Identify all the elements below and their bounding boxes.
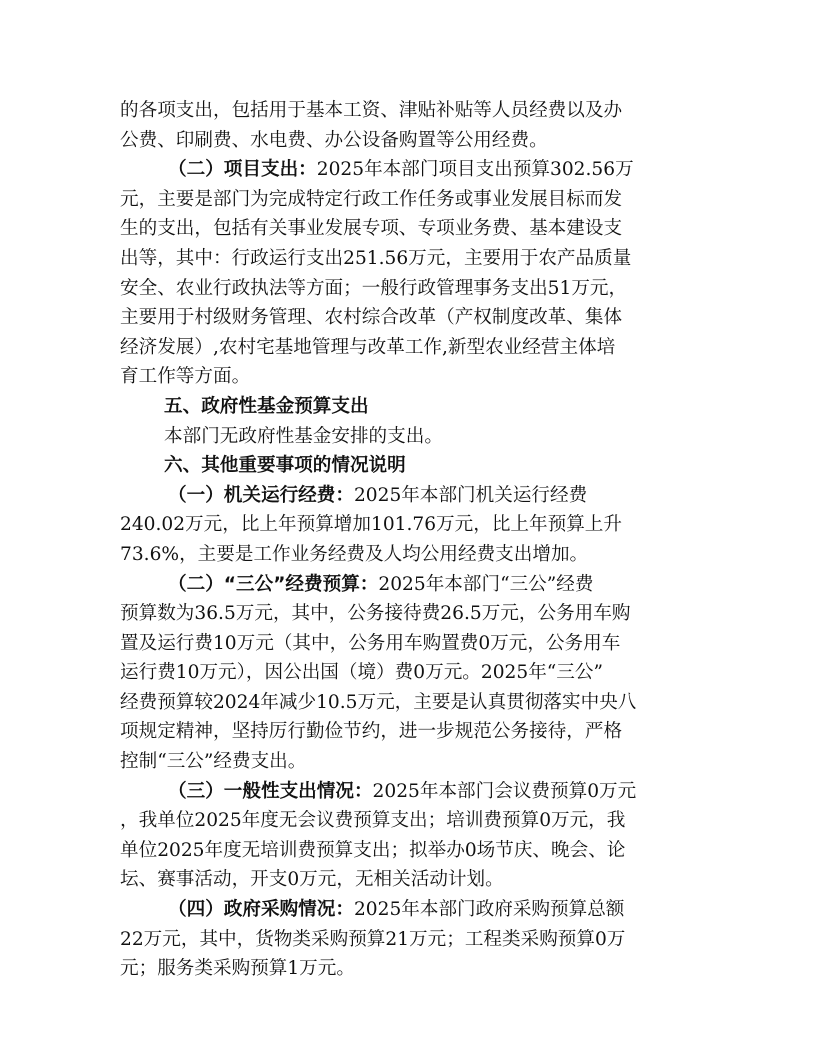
line-text: 项规定精神，坚持厉行勤俭节约，进一步规范公务接待，严格 — [120, 721, 623, 743]
paragraph-line — [120, 658, 698, 688]
paragraph-line — [120, 954, 698, 984]
subsection-label: （四）政府采购情况： — [168, 899, 354, 921]
paragraph-line — [120, 599, 698, 629]
line-text: 经费预算较2024年减少10.5万元，主要是认真贯彻落实中央八 — [120, 691, 637, 713]
line-text: 控制“三公”经费支出。 — [120, 751, 307, 773]
line-text: 预算数为36.5万元，其中，公务接待费26.5万元，公务用车购 — [120, 603, 631, 625]
paragraph-line — [120, 895, 698, 925]
line-text: 坛、赛事活动，开支0万元，无相关活动计划。 — [120, 869, 504, 891]
subsection-label: （二）项目支出： — [168, 159, 317, 181]
line-text: 2025年本部门“三公”经费 — [378, 573, 594, 595]
line-text: 运行费10万元），因公出国（境）费0万元。2025年“三公” — [120, 662, 603, 684]
line-text: 单位2025年度无培训费预算支出；拟举办0场节庆、晚会、论 — [120, 839, 626, 861]
line-text: 2025年本部门政府采购预算总额 — [353, 899, 625, 921]
paragraph-line — [120, 836, 698, 866]
paragraph-line — [120, 540, 698, 570]
paragraph-line — [120, 629, 698, 659]
line-text: 安全、农业行政执法等方面；一般行政管理事务支出51万元， — [120, 277, 628, 299]
line-text: 22万元，其中，货物类采购预算21万元；工程类采购预算0万 — [120, 928, 626, 950]
section-heading — [120, 451, 698, 481]
line-text: 生的支出，包括有关事业发展专项、专项业务费、基本建设支 — [120, 218, 623, 240]
line-text: 240.02万元，比上年预算增加101.76万元，比上年预算上升 — [120, 514, 622, 536]
paragraph-line — [120, 155, 698, 185]
line-text: 2025年本部门会议费预算0万元 — [372, 780, 637, 802]
paragraph-line — [120, 96, 698, 126]
line-text: 置及运行费10万元（其中，公务用车购置费0万元，公务用车 — [120, 632, 621, 654]
paragraph-line — [120, 126, 698, 156]
paragraph-line — [120, 717, 698, 747]
paragraph-line — [120, 244, 698, 274]
paragraph-line — [120, 362, 698, 392]
line-text: 经济发展）,农村宅基地管理与改革工作,新型农业经营主体培 — [120, 336, 616, 358]
paragraph-line — [120, 747, 698, 777]
subsection-label: （二）“三公”经费预算： — [168, 573, 379, 595]
line-text: 公费、印刷费、水电费、办公设备购置等公用经费。 — [120, 129, 548, 151]
heading-text: 五、政府性基金预算支出 — [164, 395, 369, 417]
paragraph-line — [120, 688, 698, 718]
subsection-label: （一）机关运行经费： — [168, 484, 354, 506]
line-text: 出等，其中：行政运行支出251.56万元，主要用于农产品质量 — [120, 247, 632, 269]
line-text: 2025年本部门项目支出预算302.56万 — [316, 159, 634, 181]
heading-text: 六、其他重要事项的情况说明 — [164, 455, 406, 477]
document-body — [120, 96, 698, 984]
paragraph-line — [120, 214, 698, 244]
paragraph-line — [120, 510, 698, 540]
paragraph-line — [120, 777, 698, 807]
line-text: 73.6%，主要是工作业务经费及人均公用经费支出增加。 — [120, 543, 589, 565]
paragraph-line — [120, 303, 698, 333]
line-text: 育工作等方面。 — [120, 366, 251, 388]
paragraph-line — [120, 185, 698, 215]
line-text: 的各项支出，包括用于基本工资、津贴补贴等人员经费以及办 — [120, 100, 623, 121]
line-text: 元；服务类采购预算1万元。 — [120, 958, 355, 980]
paragraph-line — [120, 274, 698, 304]
paragraph-line — [120, 925, 698, 955]
line-text: 2025年本部门机关运行经费 — [353, 484, 588, 506]
paragraph-line — [120, 422, 698, 452]
paragraph-line — [120, 806, 698, 836]
paragraph-line — [120, 570, 698, 600]
paragraph-line — [120, 333, 698, 363]
line-text: ，我单位2025年度无会议费预算支出；培训费预算0万元，我 — [120, 810, 626, 832]
line-text: 本部门无政府性基金安排的支出。 — [164, 425, 443, 447]
line-text: 元，主要是部门为完成特定行政工作任务或事业发展目标而发 — [120, 188, 623, 210]
paragraph-line — [120, 481, 698, 511]
line-text: 主要用于村级财务管理、农村综合改革（产权制度改革、集体 — [120, 307, 623, 329]
paragraph-line — [120, 865, 698, 895]
subsection-label: （三）一般性支出情况： — [168, 780, 373, 802]
section-heading — [120, 392, 698, 422]
